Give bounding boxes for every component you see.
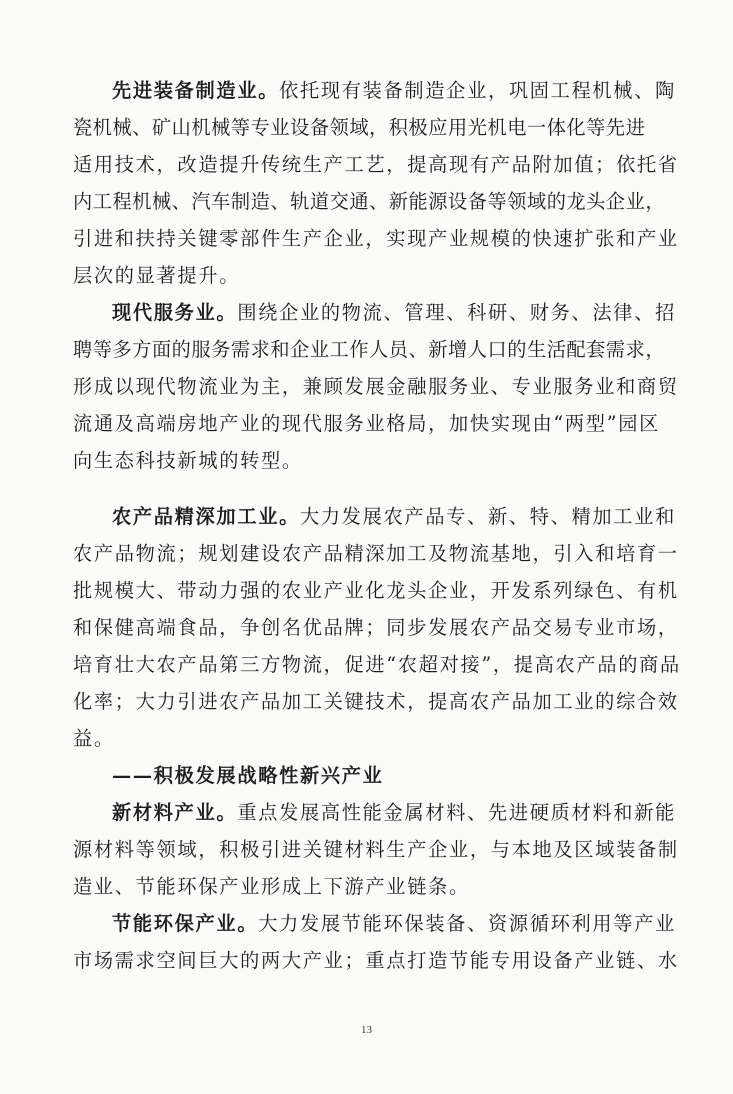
paragraph-line: 引进和扶持关键零部件生产企业，实现产业规模的快速扩张和产业 xyxy=(73,227,679,250)
paragraph-line: 批规模大、带动力强的农业产业化龙头企业，开发系列绿色、有机 xyxy=(73,579,679,602)
paragraph-line: 瓷机械、矿山机械等专业设备领域，积极应用光机电一体化等先进 xyxy=(73,116,646,139)
paragraph-text: 大力发展节能环保装备、资源循环利用等产业 xyxy=(258,912,676,935)
paragraph-line: 形成以现代物流业为主，兼顾发展金融服务业、专业服务业和商贸 xyxy=(73,375,679,398)
paragraph-line: 农产品物流；规划建设农产品精深加工及物流基地，引入和培育一 xyxy=(73,542,679,565)
paragraph-agricultural-processing xyxy=(0,498,681,757)
paragraph-line: 适用技术，改造提升传统生产工艺，提高现有产品附加值；依托省 xyxy=(73,153,679,176)
paragraph-heading: 新材料产业。 xyxy=(112,801,238,824)
paragraph-line: 流通及高端房地产业的现代服务业格局，加快实现由“两型”园区 xyxy=(73,412,660,435)
paragraph-line: 内工程机械、汽车制造、轨道交通、新能源设备等领域的龙头企业， xyxy=(73,190,666,213)
paragraph-text: 重点发展高性能金属材料、先进硬质材料和新能 xyxy=(237,801,676,824)
section-heading-text: ——积极发展战略性新兴产业 xyxy=(112,764,384,787)
paragraph-line: 化率；大力引进农产品加工关键技术，提高农产品加工业的综合效 xyxy=(73,690,679,713)
paragraph-line: 层次的显著提升。 xyxy=(73,264,241,287)
paragraph-modern-services xyxy=(0,294,679,479)
section-heading-strategic-industries xyxy=(0,757,384,794)
paragraph-line: 和保健高端食品，争创名优品牌；同步发展农产品交易专业市场， xyxy=(73,616,679,639)
paragraph-energy-saving xyxy=(0,905,679,979)
paragraph-heading: 节能环保产业。 xyxy=(112,912,259,935)
paragraph-line xyxy=(0,794,679,831)
paragraph-new-materials xyxy=(0,794,679,905)
paragraph-heading: 现代服务业。 xyxy=(112,301,238,324)
paragraph-heading: 农产品精深加工业。 xyxy=(112,505,300,528)
paragraph-heading: 先进装备制造业。 xyxy=(112,79,280,102)
paragraph-line xyxy=(0,294,679,331)
paragraph-line: 向生态科技新城的转型。 xyxy=(73,449,303,472)
paragraph-line xyxy=(0,498,681,535)
paragraph-line: 造业、节能环保产业形成上下游产业链条。 xyxy=(73,875,470,898)
paragraph-advanced-equipment xyxy=(0,72,679,294)
paragraph-line: 市场需求空间巨大的两大产业；重点打造节能专用设备产业链、水 xyxy=(73,949,679,972)
paragraph-text: 依托现有装备制造企业，巩固工程机械、陶 xyxy=(279,79,676,102)
paragraph-line xyxy=(0,72,679,109)
paragraph-line xyxy=(0,905,679,942)
paragraph-text: 围绕企业的物流、管理、科研、财务、法律、招 xyxy=(237,301,676,324)
page-number: 13 xyxy=(361,1024,372,1036)
paragraph-line: 益。 xyxy=(73,727,115,750)
paragraph-line: 聘等多方面的服务需求和企业工作人员、新增人口的生活配套需求， xyxy=(73,338,666,361)
paragraph-line: 源材料等领域，积极引进关键材料生产企业，与本地及区域装备制 xyxy=(73,838,679,861)
paragraph-line: 培育壮大农产品第三方物流，促进“农超对接”，提高农产品的商品 xyxy=(73,653,681,676)
paragraph-text: 大力发展农产品专、新、特、精加工业和 xyxy=(300,505,676,528)
